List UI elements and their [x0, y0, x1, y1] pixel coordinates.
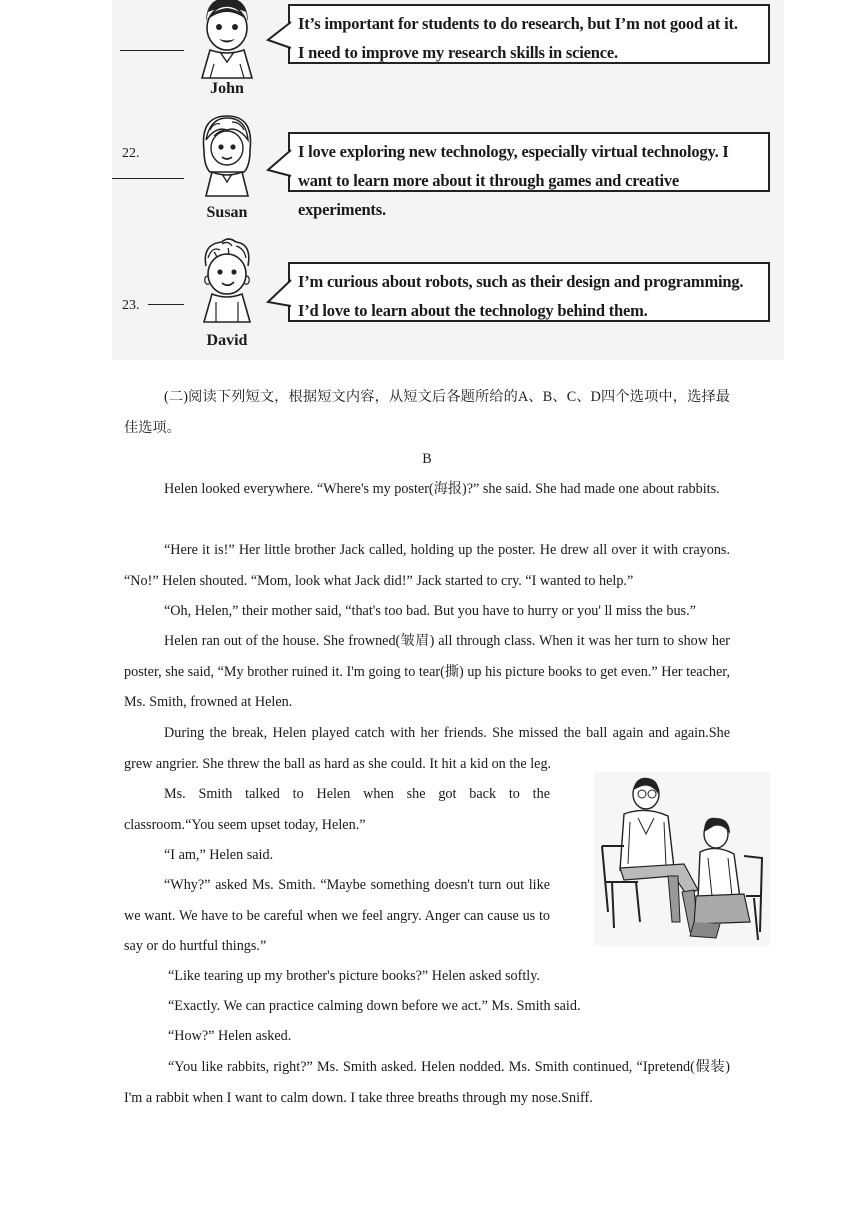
question-number: 23. — [122, 298, 140, 313]
speech-bubble — [288, 4, 770, 64]
boy-david-icon — [192, 236, 262, 328]
figure-row-susan — [112, 108, 784, 228]
question-number: 22. — [122, 146, 140, 161]
answer-line[interactable] — [120, 50, 184, 51]
bubble-tail-icon — [266, 148, 292, 178]
teacher-student-illustration — [594, 772, 770, 946]
speech-bubble — [288, 262, 770, 322]
passage-paragraph: “Here it is!” Her little brother Jack called, holding up the poster. He drew all over it with crayons. “No!” Helen shouted. “Mom, look what Jack did!” Jack started to cry. “I wanted to help.” — [124, 542, 730, 589]
speech-bubble-figure — [112, 0, 784, 360]
section-label: B — [422, 451, 432, 467]
passage-paragraph: Helen looked everywhere. “Where's my poster(海报)?” she said. She had made one about rabbits. — [164, 481, 720, 497]
figure-row-john — [112, 0, 784, 114]
passage-paragraph: Helen ran out of the house. She frowned(皱眉) all through class. When it was her turn to show her poster, she said, “My brother ruined it. I'm going to tear(撕) up his picture books to get even.” Her teacher, Ms. Smith, frowned at Helen. — [124, 633, 730, 710]
bubble-tail-icon — [266, 278, 292, 308]
girl-susan-icon — [192, 110, 262, 202]
kid-name-label: Susan — [206, 204, 248, 221]
passage-paragraph: “I am,” Helen said. — [164, 847, 274, 863]
passage-paragraph: “Why?” asked Ms. Smith. “Maybe something doesn't turn out like we want. We have to be careful when we feel angry. Anger can cause us to say or do hurtful things.” — [124, 877, 550, 954]
passage-paragraph: “Oh, Helen,” their mother said, “that's too bad. But you have to hurry or you' ll miss the bus.” — [164, 603, 696, 619]
speech-line: I need to improve my research skills in science. — [298, 43, 618, 62]
speech-line: It’s important for students to do research, but I’m not good at it. — [298, 14, 738, 33]
passage-paragraph: “How?” Helen asked. — [168, 1028, 292, 1044]
answer-line[interactable] — [112, 178, 184, 179]
speech-line: want to learn more about it through games and creative experiments. — [298, 171, 680, 219]
passage-paragraph: “Like tearing up my brother's picture books?” Helen asked softly. — [168, 968, 540, 984]
answer-line[interactable] — [148, 304, 184, 305]
speech-line: I’m curious about robots, such as their design and programming. — [298, 272, 744, 291]
speech-bubble — [288, 132, 770, 219]
passage-paragraph: “Exactly. We can practice calming down before we act.” Ms. Smith said. — [168, 998, 581, 1014]
figure-row-david — [112, 234, 784, 354]
section-instructions: (二)阅读下列短文，根据短文内容，从短文后各题所给的A、B、C、D四个选项中，选择最佳选项。 — [124, 389, 730, 436]
passage-paragraph: Ms. Smith talked to Helen when she got back to the classroom.“You seem upset today, Helen.” — [124, 786, 550, 833]
kid-name-label: John — [210, 80, 244, 97]
kid-name-label: David — [206, 332, 248, 349]
bubble-tail-icon — [266, 20, 292, 50]
boy-john-icon — [192, 0, 262, 86]
speech-line: I love exploring new technology, especially virtual technology. I — [298, 142, 729, 161]
passage-paragraph: “You like rabbits, right?” Ms. Smith asked. Helen nodded. Ms. Smith continued, “Ipretend(假装) I'm a rabbit when I want to calm down. I take three breaths through my nose.Sniff. — [124, 1059, 730, 1106]
speech-line: I’d love to learn about the technology behind them. — [298, 301, 648, 320]
passage-paragraph: During the break, Helen played catch with her friends. She missed the ball again and again.She grew angrier. She threw the ball as hard as she could. It hit a kid on the leg. — [124, 725, 730, 772]
